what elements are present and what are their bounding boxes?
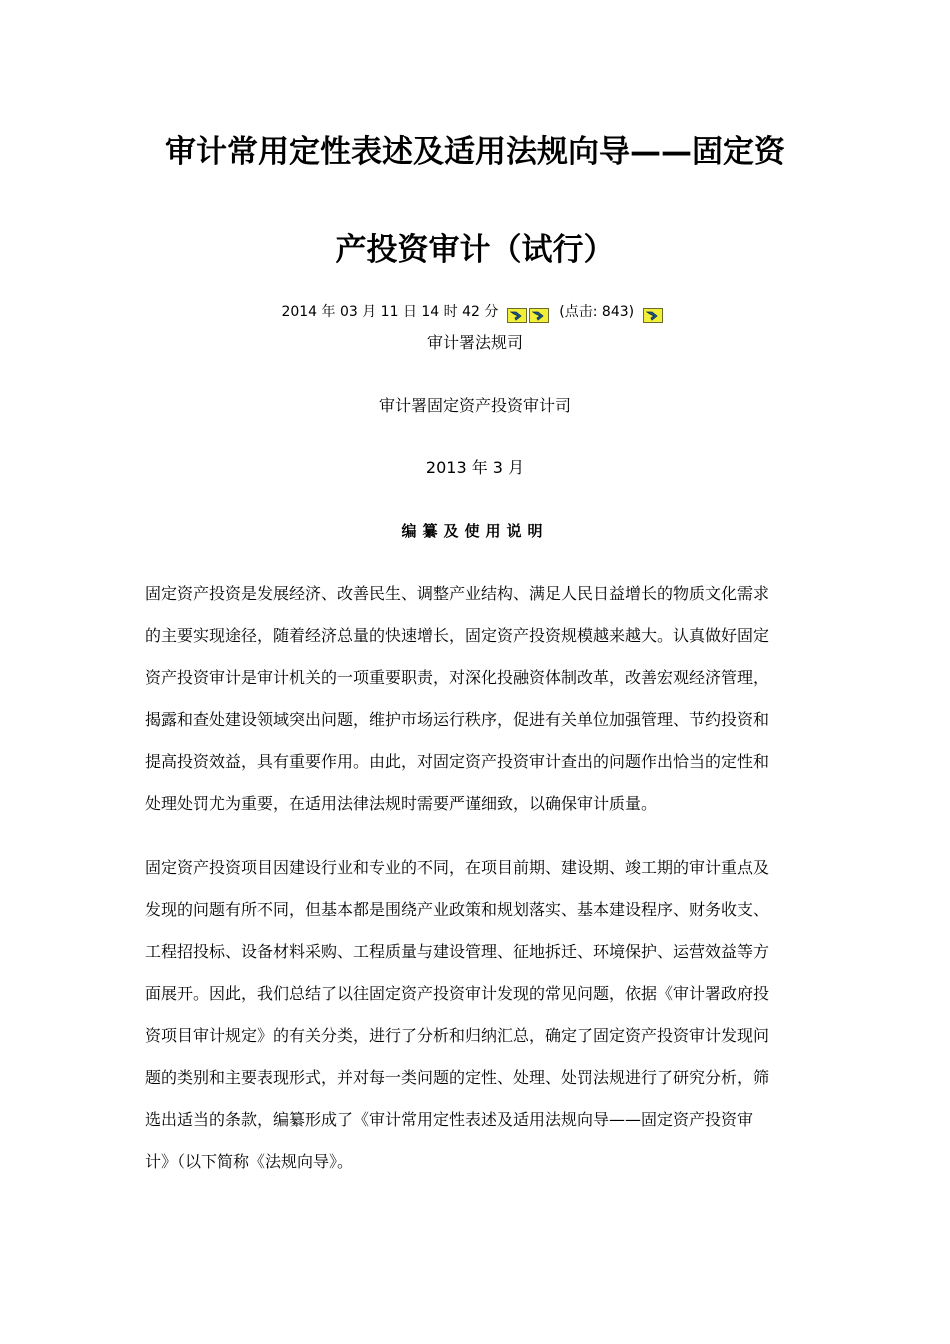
paragraph-line: 资项目审计规定》的有关分类，进行了分析和归纳汇总，确定了固定资产投资审计发现问 (145, 1026, 770, 1045)
paragraph-line: 资产投资审计是审计机关的一项重要职责，对深化投融资体制改革，改善宏观经济管理， (145, 668, 770, 687)
yellow-arrow-icon[interactable] (643, 308, 663, 323)
author-department: 审计署固定资产投资审计司 (378, 396, 571, 415)
yellow-arrow-icon[interactable] (529, 308, 549, 323)
paragraph-line: 揭露和查处建设领域突出问题，维护市场运行秩序，促进有关单位加强管理、节约投资和 (145, 710, 770, 729)
yellow-arrow-icon[interactable] (507, 308, 527, 323)
arrow-icon-group-2 (643, 306, 665, 324)
paragraph-line: 计》（以下简称《法规向导》。 (145, 1152, 354, 1171)
paragraph-2 (145, 855, 807, 1191)
paragraph-line: 处理处罚尤为重要，在适用法律法规时需要严谨细致，以确保审计质量。 (145, 794, 658, 813)
publish-date: 2014 年 03 月 11 日 14 时 42 分 (281, 304, 499, 320)
paragraph-line: 选出适当的条款，编纂形成了《审计常用定性表述及适用法规向导——固定资产投资审 (145, 1110, 754, 1129)
paragraph-line: 工程招投标、设备材料采购、工程质量与建设管理、征地拆迁、环境保护、运营效益等方 (145, 942, 770, 961)
paragraph-line: 发现的问题有所不同，但基本都是围绕产业政策和规划落实、基本建设程序、财务收支、 (145, 900, 770, 919)
paragraph-line: 固定资产投资是发展经济、改善民生、调整产业结构、满足人民日益增长的物质文化需求 (145, 584, 770, 603)
publish-meta (145, 303, 805, 324)
document-title-line-2: 产投资审计（试行） (335, 232, 615, 268)
paragraph-line: 提高投资效益，具有重要作用。由此，对固定资产投资审计查出的问题作出恰当的定性和 (145, 752, 770, 771)
paragraph-line: 的主要实现途径，随着经济总量的快速增长，固定资产投资规模越来越大。认真做好固定 (145, 626, 770, 645)
paragraph-line: 面展开。因此，我们总结了以往固定资产投资审计发现的常见问题，依据《审计署政府投 (145, 984, 770, 1003)
arrow-icon-group (507, 306, 551, 324)
issue-date: 2013 年 3 月 (425, 458, 525, 477)
paragraph-line: 固定资产投资项目因建设行业和专业的不同，在项目前期、建设期、竣工期的审计重点及 (145, 858, 770, 877)
click-count: (点击: 843) (559, 304, 635, 320)
source-department: 审计署法规司 (426, 333, 523, 352)
paragraph-1 (145, 581, 807, 833)
paragraph-line: 题的类别和主要表现形式，并对每一类问题的定性、处理、处罚法规进行了研究分析，筛 (145, 1068, 770, 1087)
document-title-line-1: 审计常用定性表述及适用法规向导——固定资 (165, 134, 785, 170)
section-heading: 编纂及使用说明 (401, 522, 549, 540)
